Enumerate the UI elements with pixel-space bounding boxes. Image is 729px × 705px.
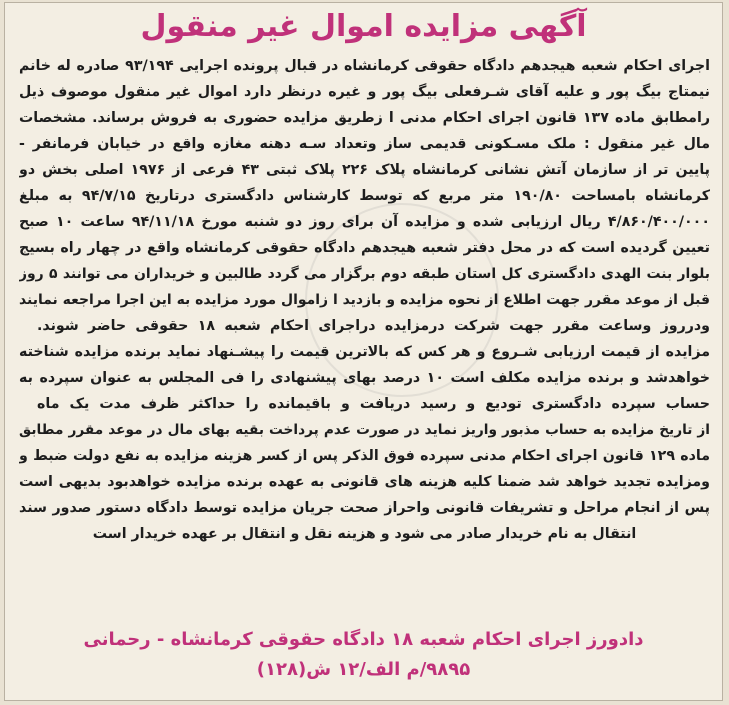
body-line: رامطابق ماده ۱۳۷ قانون اجرای احکام مدنی ا زطریق مزایده حضوری به فروش برساند. مشخصات — [19, 110, 710, 126]
body-line: مال غیر منقول : ملک مسـکونی قدیمی ساز وتعداد سـه دهنه مغازه واقع در خیابان فرمانفر - — [19, 136, 710, 152]
body-line: نیمتاج بیگ پور و علیه آقای شـرفعلی بیگ پور و غیره درنظر دارد اموال غیر منقول موصوف ذیل — [19, 84, 710, 100]
body-line: انتقال به نام خریدار صادر می شود و هزینه نقل و انتقال بر عهده خریدار است — [92, 526, 637, 542]
body-line: قبل از موعد مقرر جهت اطلاع از نحوه مزایده و بازدید ا زاموال مورد مزایده به این اجرا مراجعه نمایند — [19, 292, 710, 308]
body-line: کرمانشاه بامساحت ۱۹۰/۸۰ متر مربع که توسط کارشناس دادگستری درتاریخ ۹۴/۷/۱۵ به مبلغ — [19, 188, 710, 204]
body-line: خواهدشد و برنده مزایده مکلف است ۱۰ درصد بهای پیشنهادی را فی المجلس به عنوان سپرده به — [19, 370, 710, 386]
notice-title: آگهی مزایده اموال غیر منقول — [140, 9, 587, 44]
body-line: ماده ۱۲۹ قانون اجرای احکام مدنی سپرده فوق الذکر پس از کسر هزینه مزایده به نفع دولت ضبط و — [19, 448, 710, 464]
body-line: مزایده از قیمت ارزیابی شـروع و هر کس که بالاترین قیمت را پیشـنهاد نماید برنده مزایده شناخته — [19, 344, 710, 360]
notice-body — [19, 53, 710, 547]
body-line: تعیین گردیده است که در محل دفتر شعبه هیجدهم دادگاه حقوقی کرمانشاه واقع در چهار راه بسیج — [19, 240, 710, 256]
body-line: ۴/۸۶۰/۴۰۰/۰۰۰ ریال ارزیابی شده و مزایده آن برای روز دو شنبه مورخ ۹۴/۱۱/۱۸ ساعت ۱۰ صبح — [19, 214, 710, 230]
body-line: پس از انجام مراحل و تشریفات قانونی واحراز صحت جریان مزایده توسط دادگاه دستور صدور سند — [19, 500, 710, 516]
body-line: اجرای احکام شعبه هیجدهم دادگاه حقوقی کرمانشاه در قبال پرونده اجرایی ۹۳/۱۹۴ صادره له خانم — [19, 58, 710, 74]
body-line: از تاریخ مزایده به حساب مذبور واریز نماید در صورت عدم پرداخت بقیه بهای مال در موعد مقرر مطابق — [19, 422, 710, 438]
body-line: ودرروز وساعت مقرر جهت شرکت درمزایده دراجرای احکام شعبه ۱۸ حقوقی حاضر شوند. — [37, 318, 710, 334]
body-line: بلوار بنت الهدی دادگستری کل استان طبقه دوم برگزار می گردد طالبین و خریداران می توانند ۵ روز — [19, 266, 710, 282]
body-line: حساب سپرده دادگستری تودیع و رسید دریافت و باقیمانده را حداکثر ظرف مدت یک ماه — [37, 396, 710, 412]
body-line: ومزایده تجدید خواهد شد ضمنا کلیه هزینه های قانونی به عهده برنده مزایده خواهدبود بدیهی است — [19, 474, 710, 490]
newspaper-notice — [4, 2, 723, 701]
body-line: پایین تر از سازمان آتش نشانی کرمانشاه پلاک ۲۲۶ پلاک ثبتی ۴۳ فرعی از ۱۹۷۶ اصلی بخش دو — [19, 162, 710, 178]
signature-line: دادورز اجرای احکام شعبه ۱۸ دادگاه حقوقی کرمانشاه - رحمانی — [83, 629, 644, 650]
reference-number: ۹۸۹۵/م الف/۱۲ ش(۱۲۸) — [256, 659, 471, 680]
